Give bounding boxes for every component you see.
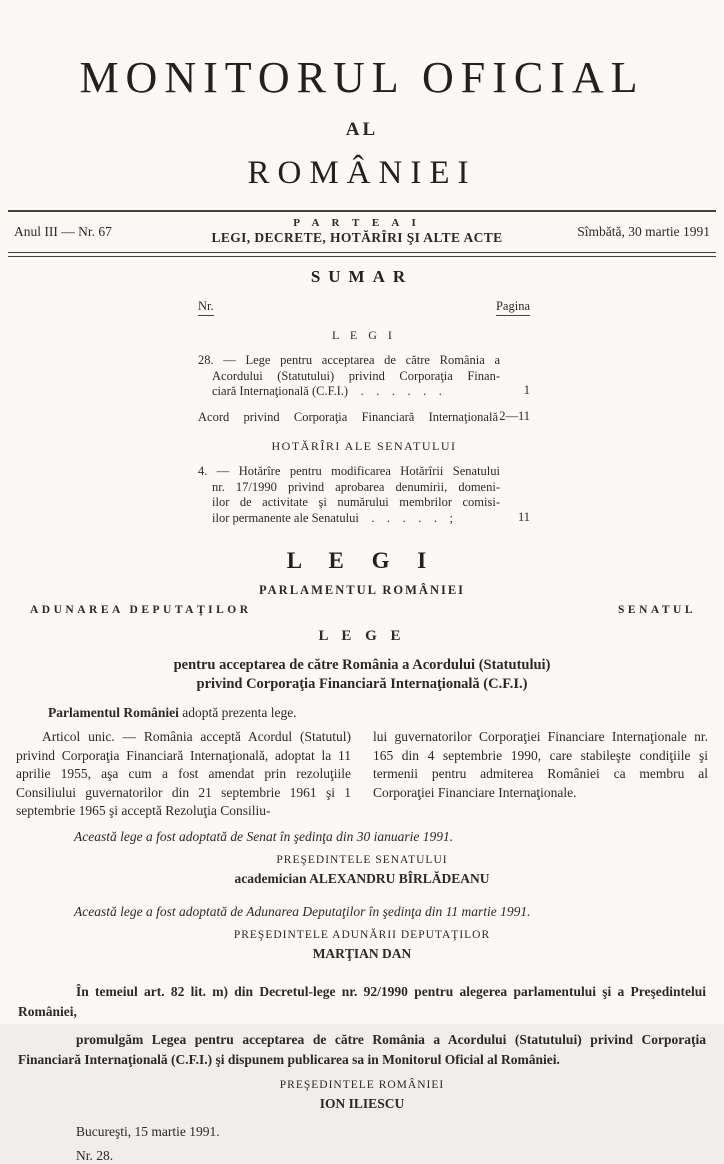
issue-info-bar [0, 212, 724, 250]
law-title [0, 656, 724, 694]
masthead-romaniei: ROMÂNIEI [247, 155, 477, 191]
chambers-row [0, 604, 724, 616]
summary-entry-line: ciară Internaţională (C.F.I.) . . . . . . [212, 384, 442, 398]
law-intro [18, 705, 706, 721]
summary-entry-line: Acordului (Statutului) privind Corporaţia Finan- [212, 368, 500, 383]
chamber-senate-label: SENATUL [618, 604, 696, 616]
part-subject: LEGI, DECRETE, HOTĂRÎRI ŞI ALTE ACTE [211, 230, 503, 245]
summary-entry-line: ilor permanente ale Senatului . . . . . ; [212, 510, 453, 525]
summary-entry-acord [198, 410, 530, 426]
summary-entry-line: 28. — Lege pentru acceptarea de către România a [198, 353, 500, 367]
law-title-line-2: privind Corporaţia Financiară Internaţională (C.F.I.) [196, 676, 528, 692]
place-date: Bucureşti, 15 martie 1991. [76, 1123, 220, 1139]
article-text-left: Articol unic. — România acceptă Acordul (Statutul) privind Corporaţia Financiară Internaţională, adoptat la 11 aprilie 1955, aşa cum a fost amendat prin rezoluţiile Consiliului guvernatorilor din 21 septembrie 1961 şi 1 septembrie 1965 şi acceptă Rezoluţia Consiliu- [16, 729, 351, 818]
decree-paragraph-1: În temeiul art. 82 lit. m) din Decretul-lege nr. 92/1990 pentru alegerea parlamentului şi a Preşedintelui României, [18, 983, 706, 1019]
president-name: ION ILIESCU [319, 1095, 405, 1111]
law-number: Nr. 28. [76, 1147, 114, 1163]
chamber-deputies-label: ADUNAREA DEPUTAŢILOR [30, 604, 252, 616]
masthead [0, 0, 724, 192]
senate-adoption-note: Această lege a fost adoptată de Senat în şedinţa din 30 ianuarie 1991. [74, 828, 454, 844]
law-intro-rest: adoptă prezenta lege. [178, 705, 297, 720]
senate-president-label: PREŞEDINTELE SENATULUI [276, 853, 448, 866]
summary-legi-heading: L E G I [332, 328, 396, 342]
law-type-label: L E G E [318, 628, 406, 644]
deputies-president-label: PREŞEDINTELE ADUNĂRII DEPUTAŢILOR [233, 928, 491, 941]
part-label: P A R T E A I [293, 217, 421, 229]
summary-entry-line: Acord privind Corporaţia Financiară Internaţională [198, 409, 498, 424]
issue-date: Sîmbătă, 30 martie 1991 [577, 223, 710, 239]
law-section [0, 548, 724, 1164]
parliament-label: PARLAMENTUL ROMÂNIEI [258, 583, 466, 597]
law-title-line-1: pentru acceptarea de către România a Acordului (Statutului) [173, 657, 551, 673]
article-column-left [16, 728, 351, 821]
law-intro-bold: Parlamentul României [48, 705, 179, 720]
deputies-adoption-note: Această lege a fost adoptată de Adunarea Deputaţilor în şedinţa din 11 martie 1991. [74, 903, 531, 919]
masthead-al: AL [345, 119, 379, 140]
masthead-title: MONITORUL OFICIAL [79, 53, 645, 102]
senate-president-name: academician ALEXANDRU BÎRLĂDEANU [234, 870, 490, 886]
summary-entry-decision-4 [198, 464, 530, 526]
header-rule-bottom [8, 252, 716, 257]
summary-col-nr: Nr. [198, 299, 214, 316]
summary-entry-4-page: 11 [517, 509, 530, 524]
deputies-president-name: MARŢIAN DAN [312, 945, 412, 961]
summary-column-headers [198, 299, 530, 316]
summary-entry-acord-page: 2—11 [499, 408, 530, 423]
summary-entry-28-page: 1 [523, 383, 530, 397]
summary-entry-line: 4. — Hotărîre pentru modificarea Hotărîrii Senatului [198, 464, 500, 478]
article-columns [0, 728, 724, 821]
summary-section [0, 267, 724, 526]
article-column-right: lui guvernatorilor Corporaţiei Financiare Internaţionale nr. 165 din 4 septembrie 1990, care stabileşte condiţiile şi termenii pentru admiterea României ca membru al Corporaţiei Financiare Internaţionale. [373, 729, 708, 800]
summary-entry-line: ilor de activitate şi numărului membrilor comisi- [212, 495, 500, 509]
president-label: PREŞEDINTELE ROMÂNIEI [279, 1078, 445, 1091]
legi-section-heading: L E G I [286, 548, 438, 573]
summary-title: SUMAR [310, 267, 414, 286]
summary-entry-line: nr. 17/1990 privind aprobarea denumirii, domeni- [212, 479, 500, 494]
summary-body [198, 299, 530, 526]
summary-col-pagina: Pagina [496, 299, 530, 316]
decree-paragraph-2: promulgăm Legea pentru acceptarea de către România a Acordului (Statutului) privind Corporaţia Financiară Internaţională (C.F.I.) şi dispunem publicarea sa in Monitorul Oficial al României. [18, 1031, 706, 1067]
summary-entry-law-28 [198, 353, 530, 400]
issue-part [189, 217, 525, 246]
summary-hotariri-heading: HOTĂRÎRI ALE SENATULUI [271, 439, 457, 453]
issue-number: Anul III — Nr. 67 [14, 223, 112, 239]
